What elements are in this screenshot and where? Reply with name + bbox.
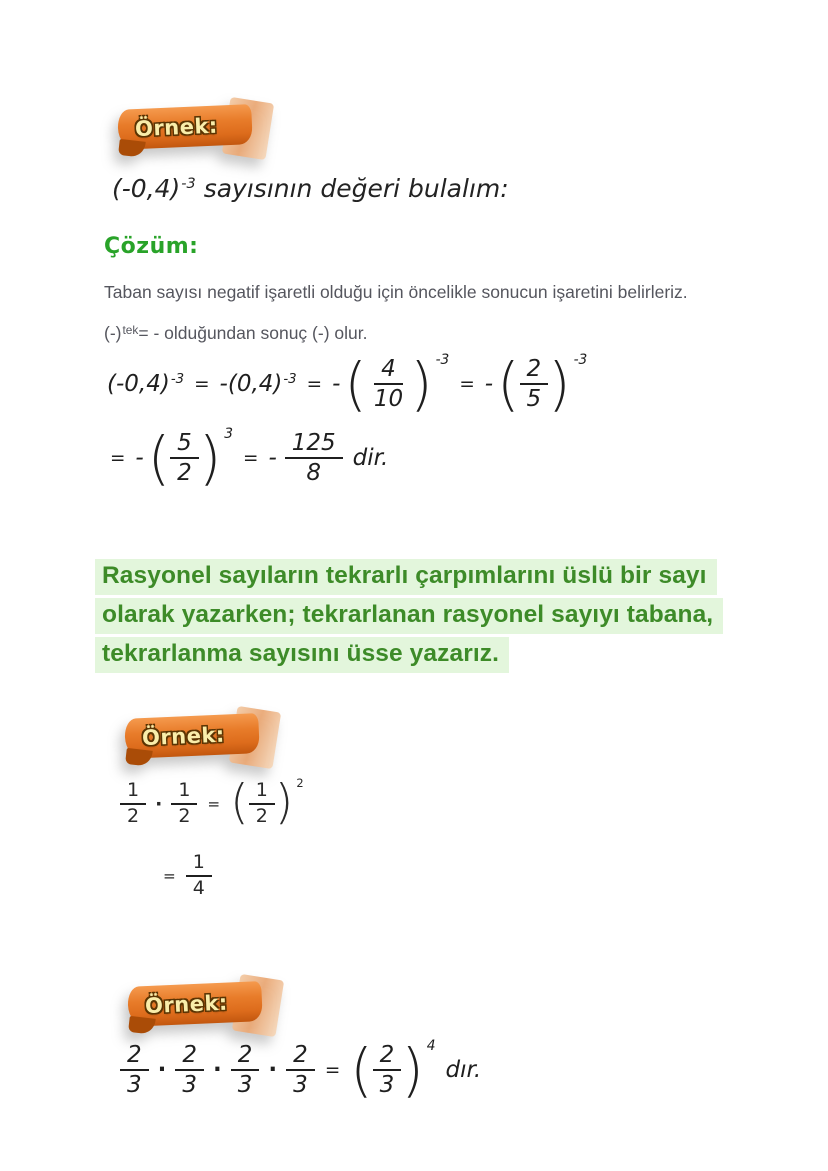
ribbon-icon [124,713,260,759]
equation-line-2 [110,424,389,492]
equals-sign: = [163,866,176,885]
numerator: 2 [373,1042,402,1071]
fraction-exponent: 3 [224,426,234,442]
result-suffix: dir. [352,445,389,472]
fraction-exponent: 4 [426,1038,436,1054]
fraction [373,1042,402,1099]
fraction-power-1-2 [230,775,304,831]
denominator: 3 [379,1072,395,1099]
highlighted-rule-note [95,559,723,676]
note-line: tekrarlanma sayısını üsse yazarız. [95,637,509,673]
fraction [120,1042,149,1099]
fraction-power-2-5 [497,350,588,418]
right-paren: ) [401,1036,424,1104]
ornek-banner-1 [118,101,278,159]
result-suffix: dır. [445,1057,482,1084]
fraction-exponent: -3 [435,352,450,368]
denominator: 2 [177,460,192,487]
fraction [170,430,199,487]
multiplication-dot: · [155,792,163,815]
denominator: 2 [127,804,140,827]
para2-base: (-) [104,323,122,343]
term-1-exp: -3 [170,371,185,387]
denominator: 3 [127,1072,142,1099]
right-paren: ) [410,350,433,418]
numerator: 2 [120,1042,149,1071]
right-paren: ) [198,424,222,492]
problem-statement [112,174,509,203]
equals-sign: = [306,373,323,395]
ornek-banner-3 [128,978,288,1036]
banner-label: Örnek: [141,722,226,751]
para2-superscript: tek [122,322,139,337]
solution-paragraph-2 [104,323,367,344]
fraction [120,780,146,828]
equation-line-1 [107,350,588,418]
fraction [171,780,197,828]
fraction-power-5-2 [147,424,234,492]
fraction-power-4-10 [344,350,450,418]
left-paren: ( [147,424,171,492]
problem-exponent: -3 [181,175,196,192]
left-paren: ( [230,775,249,831]
denominator: 10 [373,386,404,413]
term-2-base: -(0,4) [219,371,283,398]
numerator: 1 [249,780,275,805]
right-paren: ) [274,775,294,831]
fraction [367,356,410,413]
multiplication-dot: · [157,1057,167,1084]
example3-equation-line [120,1036,482,1104]
numerator: 2 [231,1042,260,1071]
numerator: 5 [170,430,199,459]
problem-base: (-0,4) [112,174,181,203]
denominator: 2 [255,804,268,827]
denominator: 2 [178,804,191,827]
numerator: 4 [374,356,403,385]
term-1 [107,371,184,397]
equals-sign: = [110,447,126,469]
fraction [520,356,549,413]
denominator: 5 [526,386,542,413]
fraction [286,1042,315,1099]
fraction-exponent: 2 [296,776,304,790]
right-paren: ) [548,350,571,418]
example2-equation-line-2 [163,852,212,900]
denominator: 3 [182,1072,198,1099]
banner-label: Örnek: [134,113,219,142]
multiplication-dot: · [213,1057,222,1084]
ribbon-icon [117,104,253,150]
solution-paragraph-1: Taban sayısı negatif işaretli olduğu için öncelikle sonucun işaretini belirleriz. [104,282,688,302]
ribbon-icon [127,981,263,1027]
problem-text: sayısının değeri bulalım: [195,174,509,203]
left-paren: ( [344,350,367,418]
denominator: 3 [237,1072,253,1099]
numerator: 125 [285,430,343,459]
equals-sign: = [194,373,210,395]
minus-sign: - [268,445,277,472]
equals-sign: = [207,794,221,813]
note-line: olarak yazarken; tekrarlanan rasyonel sayıyı tabana, [95,598,723,634]
minus-sign: - [135,445,144,472]
equals-sign: = [324,1059,341,1081]
term-1-base: (-0,4) [107,371,170,398]
result-fraction [186,852,212,900]
denominator: 3 [293,1072,308,1099]
denominator: 4 [192,876,205,899]
left-paren: ( [350,1036,373,1104]
result-fraction [285,430,343,487]
numerator: 1 [120,780,146,805]
fraction [249,780,275,828]
term-2 [220,371,297,397]
solution-label: Çözüm: [104,234,199,259]
fraction-exponent: -3 [573,352,588,368]
equals-sign: = [459,373,475,395]
numerator: 2 [520,356,549,385]
numerator: 2 [175,1042,204,1071]
ornek-banner-2 [125,710,285,768]
example2-equation-line-1 [120,775,304,831]
equals-sign: = [243,447,259,469]
para2-rest: = - olduğundan sonuç (-) olur. [138,323,368,343]
multiplication-dot: · [268,1057,278,1084]
numerator: 1 [186,852,212,877]
fraction [231,1042,260,1099]
numerator: 1 [171,780,197,805]
banner-label: Örnek: [144,990,229,1019]
left-paren: ( [497,350,520,418]
term-2-exp: -3 [283,371,297,387]
numerator: 2 [286,1042,315,1071]
fraction-power-2-3 [350,1036,436,1104]
minus-sign: - [484,371,494,398]
denominator: 8 [306,460,322,487]
note-line: Rasyonel sayıların tekrarlı çarpımlarını üslü bir sayı [95,559,717,595]
fraction [175,1042,204,1099]
minus-sign: - [332,371,341,398]
